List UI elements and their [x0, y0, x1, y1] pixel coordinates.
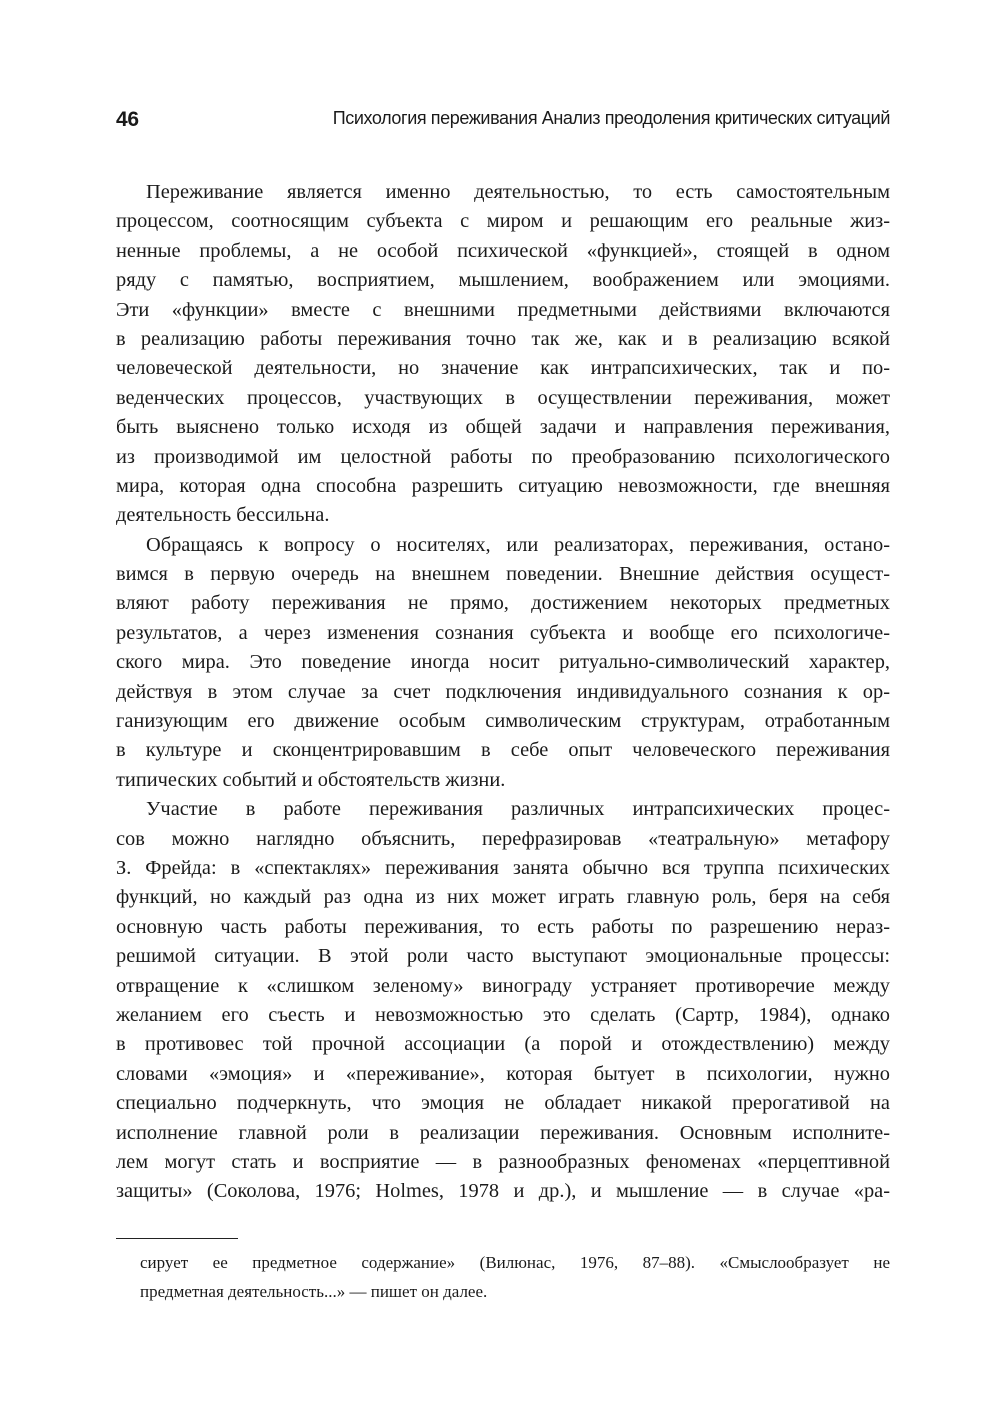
- footnote-line: сирует ее предметное содержание» (Вилюнас, 1976, 87–88). «Смыслообразует не: [140, 1253, 890, 1272]
- footnote: [140, 1248, 890, 1306]
- text-line: веденческих процессов, участвующих в осуществлении переживания, может: [116, 386, 890, 409]
- text-line: функций, но каждый раз одна из них может играть главную роль, беря на себя: [116, 886, 890, 909]
- main-text: [116, 178, 890, 1207]
- text-line: мира, которая одна способна разрешить ситуацию невозможности, где внешняя: [116, 474, 890, 497]
- text-line: Переживание является именно деятельностью, то есть самостоятельным: [146, 181, 890, 203]
- page-header: [116, 108, 890, 140]
- text-line: результатов, а через изменения сознания субъекта и вообще его психологиче-: [116, 621, 890, 644]
- text-line: ского мира. Это поведение иногда носит ритуально-символический характер,: [116, 651, 890, 674]
- text-line: деятельность бессильна.: [116, 504, 330, 527]
- text-line: действуя в этом случае за счет подключения индивидуального сознания к ор-: [116, 680, 890, 703]
- text-line: вимся в первую очередь на внешнем поведении. Внешние действия осущест-: [116, 563, 890, 586]
- text-line: Участие в работе переживания различных интрапсихических процес-: [146, 798, 890, 821]
- paragraph-2: [116, 531, 890, 796]
- text-line: лем могут стать и восприятие — в разнообразных феноменах «перцептивной: [116, 1150, 890, 1173]
- paragraph-3: [116, 795, 890, 1206]
- text-line: человеческой деятельности, но значение как интрапсихических, так и по-: [116, 357, 890, 380]
- text-line: процессом, соотносящим субъекта с миром и решающим его реальные жиз-: [116, 210, 890, 233]
- text-line: Эти «функции» вместе с внешними предметными действиями включаются: [116, 298, 890, 321]
- text-line: словами «эмоция» и «переживание», которая бытует в психологии, нужно: [116, 1062, 890, 1085]
- text-line: желанием его съесть и невозможностью это сделать (Сартр, 1984), однако: [116, 1003, 890, 1026]
- paragraph-1: [116, 178, 890, 531]
- footnote-divider: [116, 1238, 238, 1239]
- text-line: типических событий и обстоятельств жизни.: [116, 768, 506, 791]
- text-line: из производимой им целостной работы по преобразованию психологического: [116, 445, 890, 468]
- text-line: З. Фрейда: в «спектаклях» переживания занята обычно вся труппа психических: [116, 856, 890, 879]
- running-title: Психология переживания Анализ преодоления критических ситуаций: [332, 108, 890, 128]
- text-line: в противовес той прочной ассоциации (а порой и отождествлению) между: [116, 1033, 890, 1056]
- text-line: в культуре и сконцентрировавшим в себе опыт человеческого переживания: [116, 739, 890, 762]
- text-line: защиты» (Соколова, 1976; Holmes, 1978 и др.), и мышление — в случае «ра-: [116, 1180, 890, 1203]
- footnote-line: предметная деятельность...» — пишет он далее.: [140, 1282, 488, 1301]
- text-line: сов можно наглядно объяснить, перефразировав «театральную» метафору: [116, 827, 890, 850]
- page-number: 46: [116, 108, 139, 131]
- text-line: в реализацию работы переживания точно так же, как и в реализацию всякой: [116, 327, 890, 350]
- text-line: Обращаясь к вопросу о носителях, или реализаторах, переживания, остано-: [146, 533, 890, 556]
- text-line: исполнение главной роли в реализации переживания. Основным исполните-: [116, 1121, 890, 1144]
- text-line: специально подчеркнуть, что эмоция не обладает никакой прерогативой на: [116, 1092, 890, 1115]
- text-line: ненные проблемы, а не особой психической «функцией», стоящей в одном: [116, 239, 890, 262]
- text-line: решимой ситуации. В этой роли часто выступают эмоциональные процессы:: [116, 945, 890, 968]
- text-line: ряду с памятью, восприятием, мышлением, воображением или эмоциями.: [116, 269, 890, 292]
- text-line: ганизующим его движение особым символическим структурам, отработанным: [116, 710, 890, 733]
- text-line: основную часть работы переживания, то есть работы по разрешению нераз-: [116, 915, 890, 938]
- text-line: быть выяснено только исходя из общей задачи и направления переживания,: [116, 416, 890, 439]
- text-line: вляют работу переживания не прямо, достижением некоторых предметных: [116, 592, 890, 615]
- text-line: отвращение к «слишком зеленому» винограду устраняет противоречие между: [116, 974, 890, 997]
